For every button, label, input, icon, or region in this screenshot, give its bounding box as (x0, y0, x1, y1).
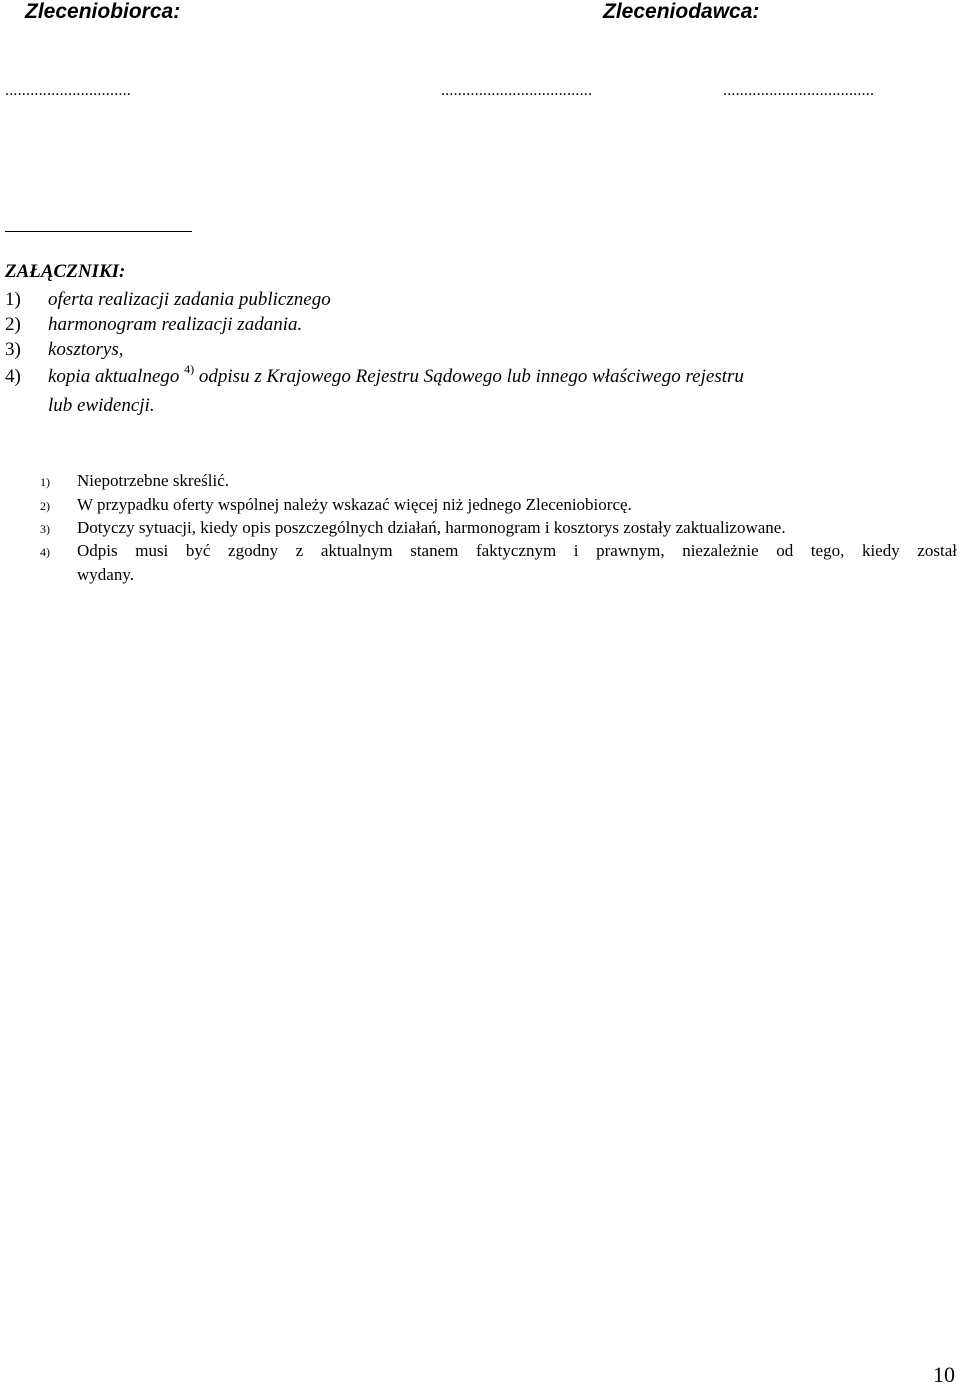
footnote-num: 4) (40, 545, 50, 559)
attachment-item-3 (0, 339, 960, 363)
attachment-text: oferta realizacji zadania publicznego (48, 289, 331, 310)
attachment-text: kosztorys, (48, 339, 124, 360)
attachment-text (48, 362, 744, 388)
footnote-num: 2) (40, 499, 50, 513)
attachment-num: 4) (5, 366, 21, 387)
attachments-title: ZAŁĄCZNIKI: (5, 261, 126, 282)
attachment-item-4 (0, 362, 960, 392)
attachment-num: 3) (5, 339, 21, 360)
footnote-ref-4: 4) (184, 362, 195, 376)
attachment-text: harmonogram realizacji zadania. (48, 314, 303, 335)
footnote-text: Odpis musi być zgodny z aktualnym stanem faktycznym i prawnym, niezależnie od tego, kiedy został (77, 541, 957, 560)
footnote-separator (5, 231, 192, 232)
attachment-item-1 (0, 289, 960, 313)
attachment-item-4-continuation: lub ewidencji. (48, 395, 155, 416)
footnote-3 (0, 518, 960, 540)
footnote-1 (0, 471, 960, 493)
footnote-num: 3) (40, 522, 50, 536)
footnote-2 (0, 495, 960, 517)
footnote-text: Niepotrzebne skreślić. (77, 471, 229, 490)
attachment-num: 1) (5, 289, 21, 310)
client-signature-line-1: .................................... (441, 82, 593, 99)
contractor-signature-line: .............................. (5, 82, 131, 99)
footnote-text: Dotyczy sytuacji, kiedy opis poszczególnych działań, harmonogram i kosztorys zostały zaktualizowane. (77, 518, 786, 537)
client-signature-line-2: .................................... (723, 82, 875, 99)
footnote-num: 1) (40, 475, 50, 489)
footnote-text: W przypadku oferty wspólnej należy wskazać więcej niż jednego Zleceniobiorcę. (77, 495, 632, 514)
client-label: Zleceniodawca: (603, 0, 760, 23)
footnote-4-continuation: wydany. (77, 565, 134, 584)
attachment-num: 2) (5, 314, 21, 335)
page-number: 10 (933, 1362, 955, 1387)
attachment-item-2 (0, 314, 960, 338)
contractor-label: Zleceniobiorca: (25, 0, 181, 23)
attachment-text-after: odpisu z Krajowego Rejestru Sądowego lub innego właściwego rejestru (198, 366, 744, 387)
footnote-4 (0, 541, 960, 563)
attachment-text-before: kopia aktualnego (48, 366, 180, 387)
